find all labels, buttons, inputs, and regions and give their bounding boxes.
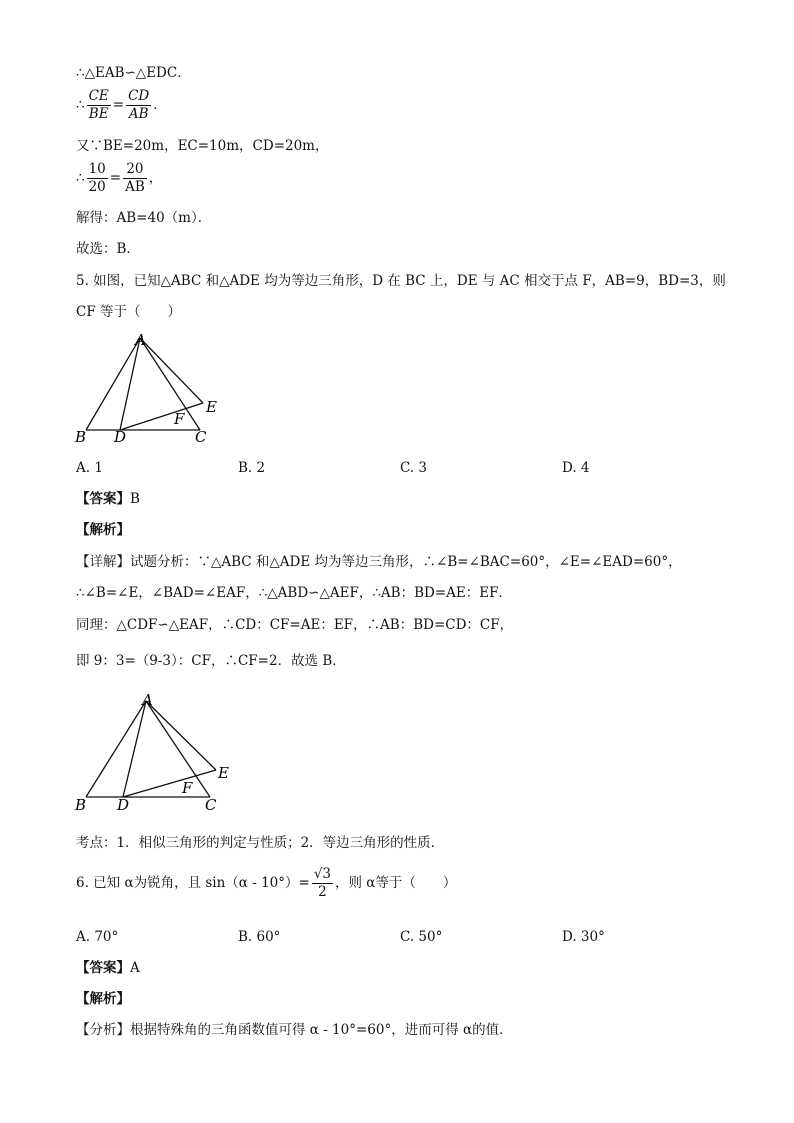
kaodian-line: 考点：1．相似三角形的判定与性质；2．等边三角形的性质． <box>76 835 445 851</box>
fraction <box>87 161 108 196</box>
fenxi-line: 【分析】根据特殊角的三角函数值可得 α - 10°=60°，进而可得 α的值． <box>76 1022 513 1038</box>
equals-sign: = <box>112 97 125 113</box>
analysis-tag: 【解析】 <box>76 991 130 1007</box>
fraction-numerator: 10 <box>88 161 106 177</box>
answer-value: B <box>130 491 140 507</box>
answer-tag: 【答案】 <box>76 491 130 507</box>
option-a: A. 70° <box>76 929 119 945</box>
vertex-label-a: A <box>135 331 146 349</box>
analysis-tag: 【解析】 <box>76 522 130 538</box>
detail-line: 同理：△CDF∽△EAF，∴CD：CF=AE：EF，∴AB：BD=CD：CF， <box>76 617 514 633</box>
vertex-label-e: E <box>206 398 217 416</box>
vertex-label-d: D <box>114 428 127 446</box>
comma: ， <box>148 170 163 186</box>
detail-line: 【详解】试题分析：∵△ABC 和△ADE 均为等边三角形，∴∠B=∠BAC=60°，∠E=∠EAD=60°， <box>76 554 682 570</box>
point-label-f: F <box>182 779 193 797</box>
fraction-numerator: CE <box>88 88 109 104</box>
vertex-label-a: A <box>142 691 153 709</box>
fraction-numerator: 20 <box>123 161 147 179</box>
text-line: ∴△EAB∽△EDC． <box>76 65 191 81</box>
answer-tag: 【答案】 <box>76 960 130 976</box>
option-a: A. 1 <box>76 460 103 476</box>
option-b: B. 2 <box>238 460 266 476</box>
vertex-label-d: D <box>117 796 130 814</box>
fraction-denominator: AB <box>125 179 145 195</box>
fraction <box>126 88 151 123</box>
answer-line <box>76 959 140 977</box>
fraction-denominator: 2 <box>318 884 327 900</box>
vertex-label-c: C <box>205 796 217 814</box>
text-line: 又∵BE=20m，EC=10m，CD=20m， <box>76 138 329 154</box>
vertex-label-c: C <box>195 428 207 446</box>
option-c: C. 3 <box>400 460 428 476</box>
stem-text: ，则 α等于（ ） <box>335 875 457 891</box>
triangle-figure-1 <box>70 328 230 448</box>
text-line: 故选：B． <box>76 241 140 257</box>
text-line: 解得：AB=40（m）． <box>76 210 212 226</box>
therefore-symbol: ∴ <box>76 170 85 186</box>
vertex-label-b: B <box>75 428 87 446</box>
detail-line: ∴∠B=∠E，∠BAD=∠EAF，∴△ABD∽△AEF，∴AB：BD=AE：EF． <box>76 585 512 601</box>
fraction-numerator: √3 <box>313 866 332 882</box>
fraction <box>123 161 147 196</box>
fraction-denominator: BE <box>88 106 109 122</box>
option-d: D. 30° <box>562 929 605 945</box>
option-c: C. 50° <box>400 929 443 945</box>
therefore-symbol: ∴ <box>76 97 85 113</box>
answer-value: A <box>130 960 140 976</box>
period: ． <box>153 97 167 113</box>
fraction-denominator: AB <box>128 106 149 122</box>
fraction <box>87 88 111 123</box>
equals-sign: = <box>109 170 122 186</box>
vertex-label-e: E <box>218 764 229 782</box>
fraction-denominator: 20 <box>88 179 106 195</box>
option-d: D. 4 <box>562 460 590 476</box>
vertex-label-b: B <box>75 796 87 814</box>
answer-line <box>76 490 140 508</box>
question-5-stem: 5. 如图，已知△ABC 和△ADE 均为等边三角形，D 在 BC 上，DE 与 AC 相交于点 F，AB=9，BD=3，则 <box>76 273 726 289</box>
fraction-sqrt3-over-2 <box>312 866 333 901</box>
option-b: B. 60° <box>238 929 281 945</box>
fraction-numerator: CD <box>128 88 150 104</box>
stem-text: 6. 已知 α为锐角，且 sin（α - 10°）= <box>76 875 310 891</box>
question-5-stem-cont: CF 等于（ ） <box>76 304 181 320</box>
detail-line: 即 9：3=（9-3）：CF，∴CF=2．故选 B． <box>76 653 346 669</box>
question-6-stem <box>76 866 456 901</box>
triangle-figure-2 <box>70 685 240 815</box>
fraction-line <box>76 88 167 123</box>
point-label-f: F <box>174 410 185 428</box>
fraction-line <box>76 161 162 196</box>
